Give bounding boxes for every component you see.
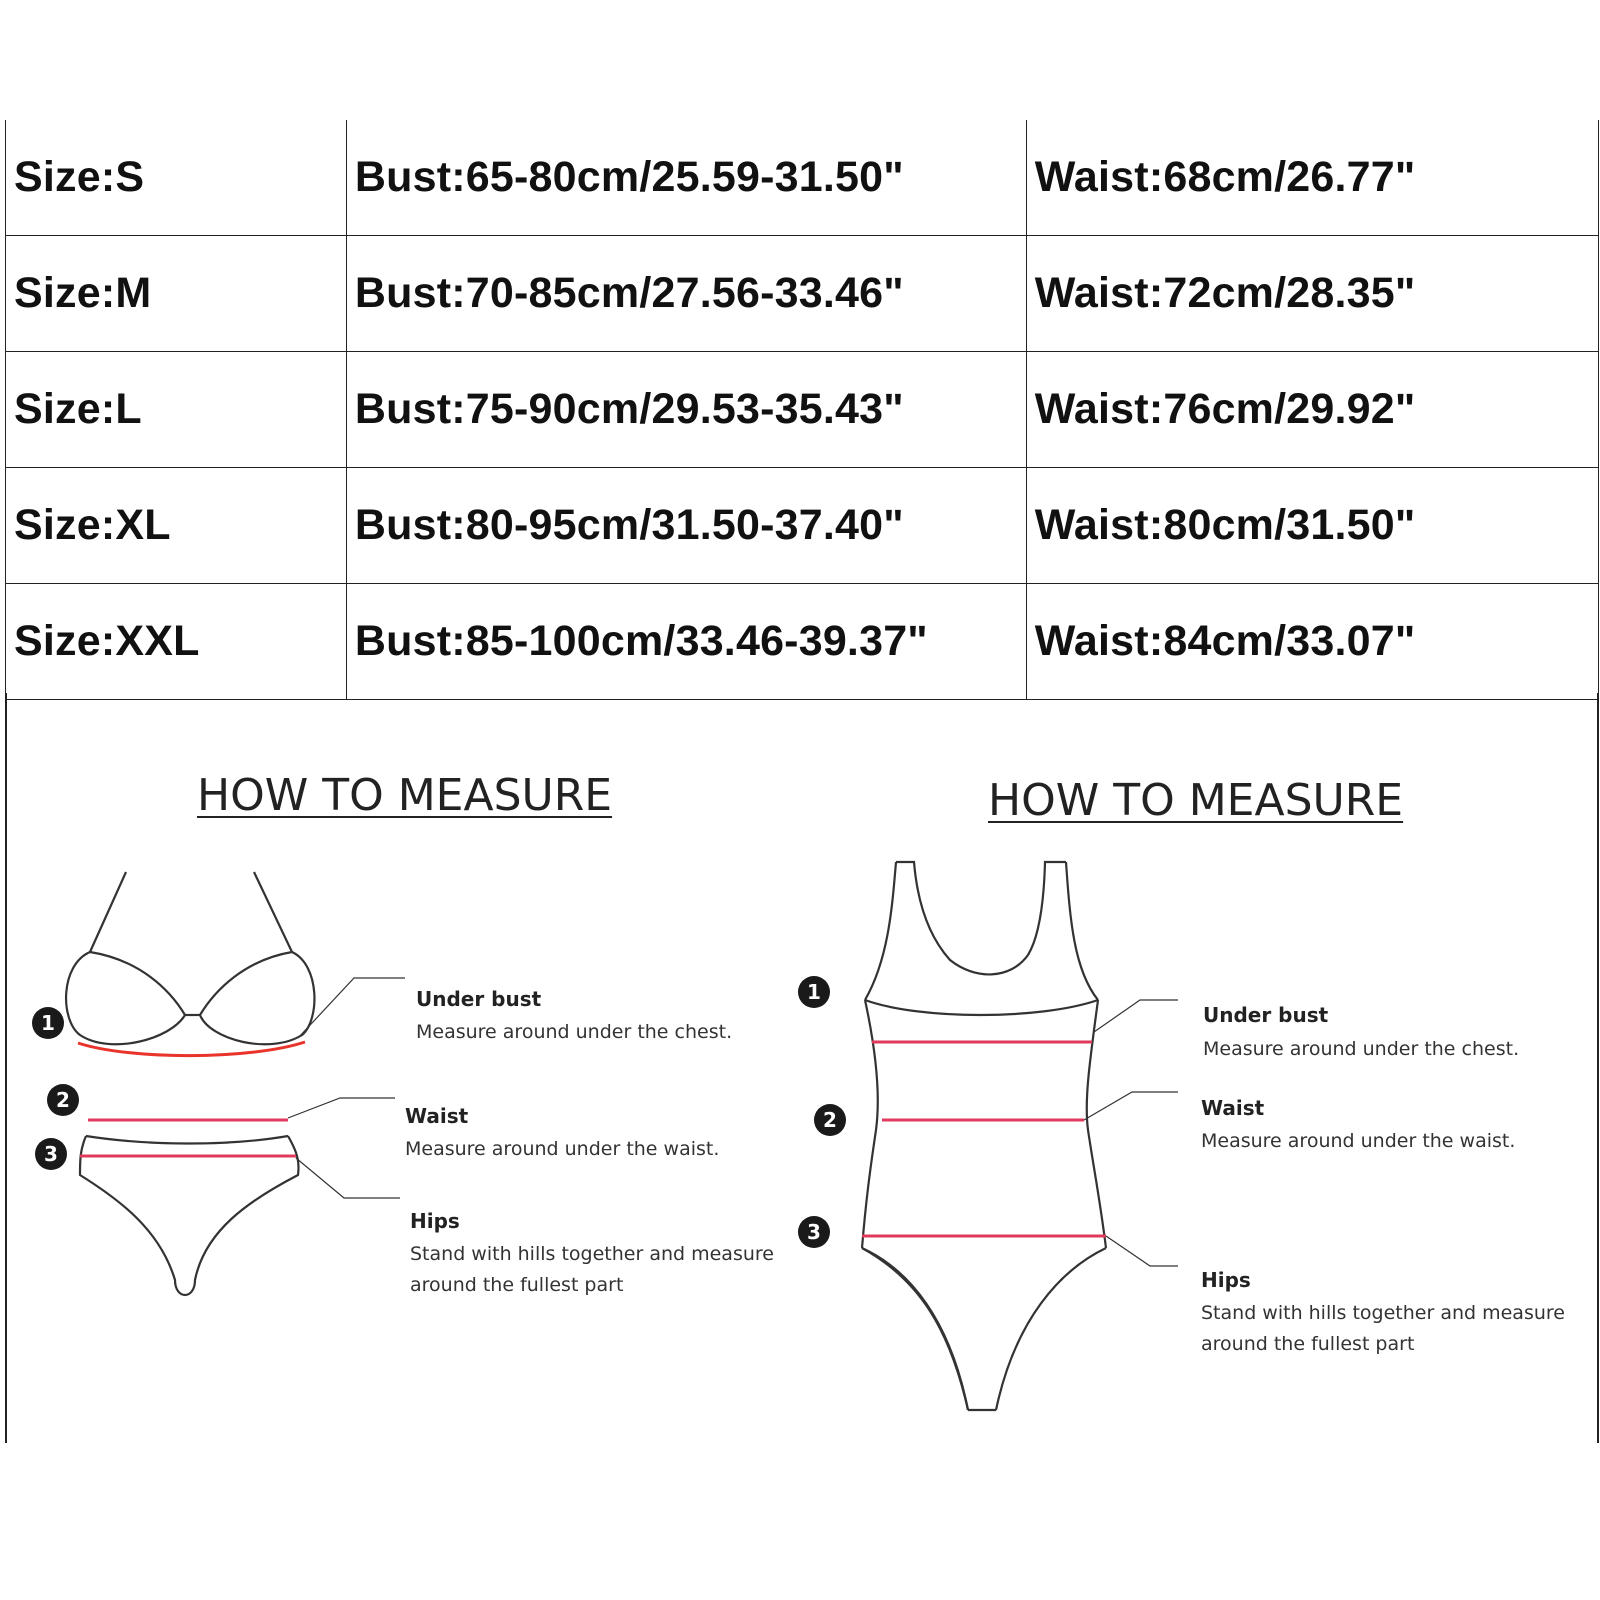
waist-cell: Waist:80cm/31.50": [1026, 468, 1598, 584]
bust-cell: Bust:80-95cm/31.50-37.40": [346, 468, 1026, 584]
swimsuit-waist-title: Waist: [1201, 1096, 1265, 1120]
size-chart-table: [5, 120, 1599, 700]
bikini-illustration: [30, 860, 370, 1340]
bikini-waist-title: Waist: [405, 1104, 469, 1128]
waist-cell: Waist:84cm/33.07": [1026, 584, 1598, 700]
swimsuit-illustration: [800, 850, 1140, 1410]
swimsuit-drawing: [862, 862, 1106, 1410]
swimsuit-waist-desc: Measure around under the waist.: [1201, 1130, 1516, 1152]
bikini-hips-desc-line1: Stand with hills together and measure: [410, 1243, 774, 1265]
bust-cell: Bust:70-85cm/27.56-33.46": [346, 236, 1026, 352]
table-row: [6, 236, 1599, 352]
bikini-hips-desc-line2: around the fullest part: [410, 1274, 624, 1296]
waist-cell: Waist:68cm/26.77": [1026, 120, 1598, 236]
swimsuit-hips-leader-line: [1106, 1236, 1178, 1266]
hips-leader-line: [296, 1158, 400, 1198]
bikini-bottom-drawing: [80, 1136, 299, 1295]
swimsuit-under-bust-desc: Measure around under the chest.: [1203, 1038, 1520, 1060]
marker-3-label: 3: [44, 1142, 58, 1166]
frame-left-rule: [5, 693, 7, 1443]
size-cell: Size:XL: [6, 468, 347, 584]
swimsuit-waist-leader-line: [1084, 1092, 1178, 1120]
bikini-under-bust-title: Under bust: [416, 987, 542, 1011]
marker-2-label: 2: [56, 1088, 70, 1112]
waist-cell: Waist:72cm/28.35": [1026, 236, 1598, 352]
swimsuit-guide-heading: HOW TO MEASURE: [988, 775, 1404, 826]
marker-1-label: 1: [41, 1011, 55, 1035]
bust-cell: Bust:75-90cm/29.53-35.43": [346, 352, 1026, 468]
bust-cell: Bust:65-80cm/25.59-31.50": [346, 120, 1026, 236]
bikini-hips-title: Hips: [410, 1209, 460, 1233]
swimsuit-hips-desc-line2: around the fullest part: [1201, 1333, 1415, 1355]
waist-cell: Waist:76cm/29.92": [1026, 352, 1598, 468]
size-cell: Size:XXL: [6, 584, 347, 700]
bust-cell: Bust:85-100cm/33.46-39.37": [346, 584, 1026, 700]
swimsuit-marker-2-icon: [814, 1104, 846, 1136]
table-row: [6, 468, 1599, 584]
size-cell: Size:S: [6, 120, 347, 236]
marker-1-icon: [32, 1007, 64, 1039]
bikini-top-drawing: [66, 872, 314, 1044]
waist-leader-line: [288, 1098, 395, 1118]
marker-2-icon: [47, 1084, 79, 1116]
swimsuit-hips-title: Hips: [1201, 1268, 1251, 1292]
size-cell: Size:L: [6, 352, 347, 468]
size-cell: Size:M: [6, 236, 347, 352]
swimsuit-under-bust-title: Under bust: [1203, 1003, 1329, 1027]
frame-right-rule: [1597, 693, 1599, 1443]
table-row: [6, 120, 1599, 236]
swimsuit-marker-1-label: 1: [807, 980, 821, 1004]
swimsuit-marker-1-icon: [798, 976, 830, 1008]
swimsuit-marker-3-icon: [798, 1216, 830, 1248]
marker-3-icon: [35, 1138, 67, 1170]
swimsuit-marker-2-label: 2: [823, 1108, 837, 1132]
swimsuit-marker-3-label: 3: [807, 1220, 821, 1244]
swimsuit-hips-desc-line1: Stand with hills together and measure: [1201, 1302, 1565, 1324]
table-row: [6, 352, 1599, 468]
bikini-guide-heading: HOW TO MEASURE: [197, 770, 613, 821]
bikini-under-bust-desc: Measure around under the chest.: [416, 1021, 733, 1043]
table-row: [6, 584, 1599, 700]
bikini-waist-desc: Measure around under the waist.: [405, 1138, 720, 1160]
swimsuit-under-bust-leader-line: [1094, 1000, 1178, 1032]
